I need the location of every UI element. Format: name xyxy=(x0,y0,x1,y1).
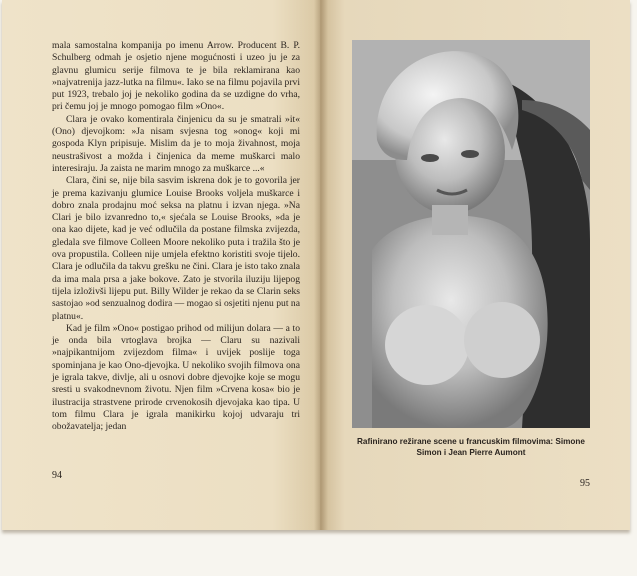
paragraph: Kad je film »Ono« postigao prihod od milijun dolara — a to je onda bila vrtoglava brojka — Claru su nazivali »najpikantnijom zvijezdom filma« i uvijek poslije toga spominjana je kao Ono-djevojka. U nekoliko svojih filmova ona je igrala takve, divlje, ali u osnovi dobre djevojke koje se mogu sresti u svakodnevnom životu. Njen film »Crvena kosa« bio je ilustracija strastvene prirode crvenokosih djevojaka kao tipa. U tom filmu Clara je igrala manikirku kojoj udvaraju tri obožavatelja; jedan xyxy=(52,322,300,433)
caption-line: Rafinirano režirane scene u francuskim filmovima: Simone xyxy=(357,437,585,446)
page-number-left: 94 xyxy=(52,470,62,481)
book-gutter xyxy=(314,0,328,530)
body-text xyxy=(52,40,300,434)
page-number-right: 95 xyxy=(580,478,590,489)
photo-caption xyxy=(349,436,593,458)
paragraph: mala samostalna kompanija po imenu Arrow. Producent B. P. Schulberg odmah je osjetio njene mogućnosti i uzeo ju je za glavnu glumicu serije filmova te je bila reklamirana kao »najvatrenija jazz-lutka na filmu«. Iako se na filmu pojavila prvi put 1923, trebalo joj je nekoliko godina da se uzdigne do vrha, pri čemu joj je mnogo pomogao film »Ono«. xyxy=(52,40,300,113)
film-still-photo xyxy=(352,40,590,428)
photo-illustration xyxy=(352,40,590,428)
caption-line: Simon i Jean Pierre Aumont xyxy=(416,448,526,457)
paragraph: Clara je ovako komentirala činjenicu da su je smatrali »it« (Ono) djevojkom: »Ja nisam svjesna tog »onog« koji mi gospoda Klyn pripisuje. Mislim da je to moja živahnost, moja neustrašivost a možda i činjenica da meme muškarci malo interesiraju. Ja zaista ne marim mnogo za muškarce ...« xyxy=(52,113,300,174)
paragraph: Clara, čini se, nije bila sasvim iskrena dok je to govorila jer je prema kazivanju glumice Louise Brooks voljela muškarce i dobro znala prodajnu moć seksa na platnu i izvan njega. »Na Clari je bilo izvanredno to,« sjećala se Louise Brooks, »da je ona kao dijete, kad je već odlučila da postane filmska zvijezda, gledala sve filmove Colleen Moore nekoliko puta i tražila što je ova propustila. Colleen nije umjela efektno koristiti svoje tijelo. Clara je odlučila da takvu grešku ne čini. Clara je isto tako znala da ima mala prsa a jake bokove. Zato je stvorila iluziju lijepog tijela izloživši lijepu put. Billy Wilder je rekao da se Clarin seks sastojao »od senzualnog dodira — mogao si osjetiti njenu put na platnu«. xyxy=(52,175,300,322)
open-book xyxy=(2,0,630,530)
left-page xyxy=(2,0,320,530)
